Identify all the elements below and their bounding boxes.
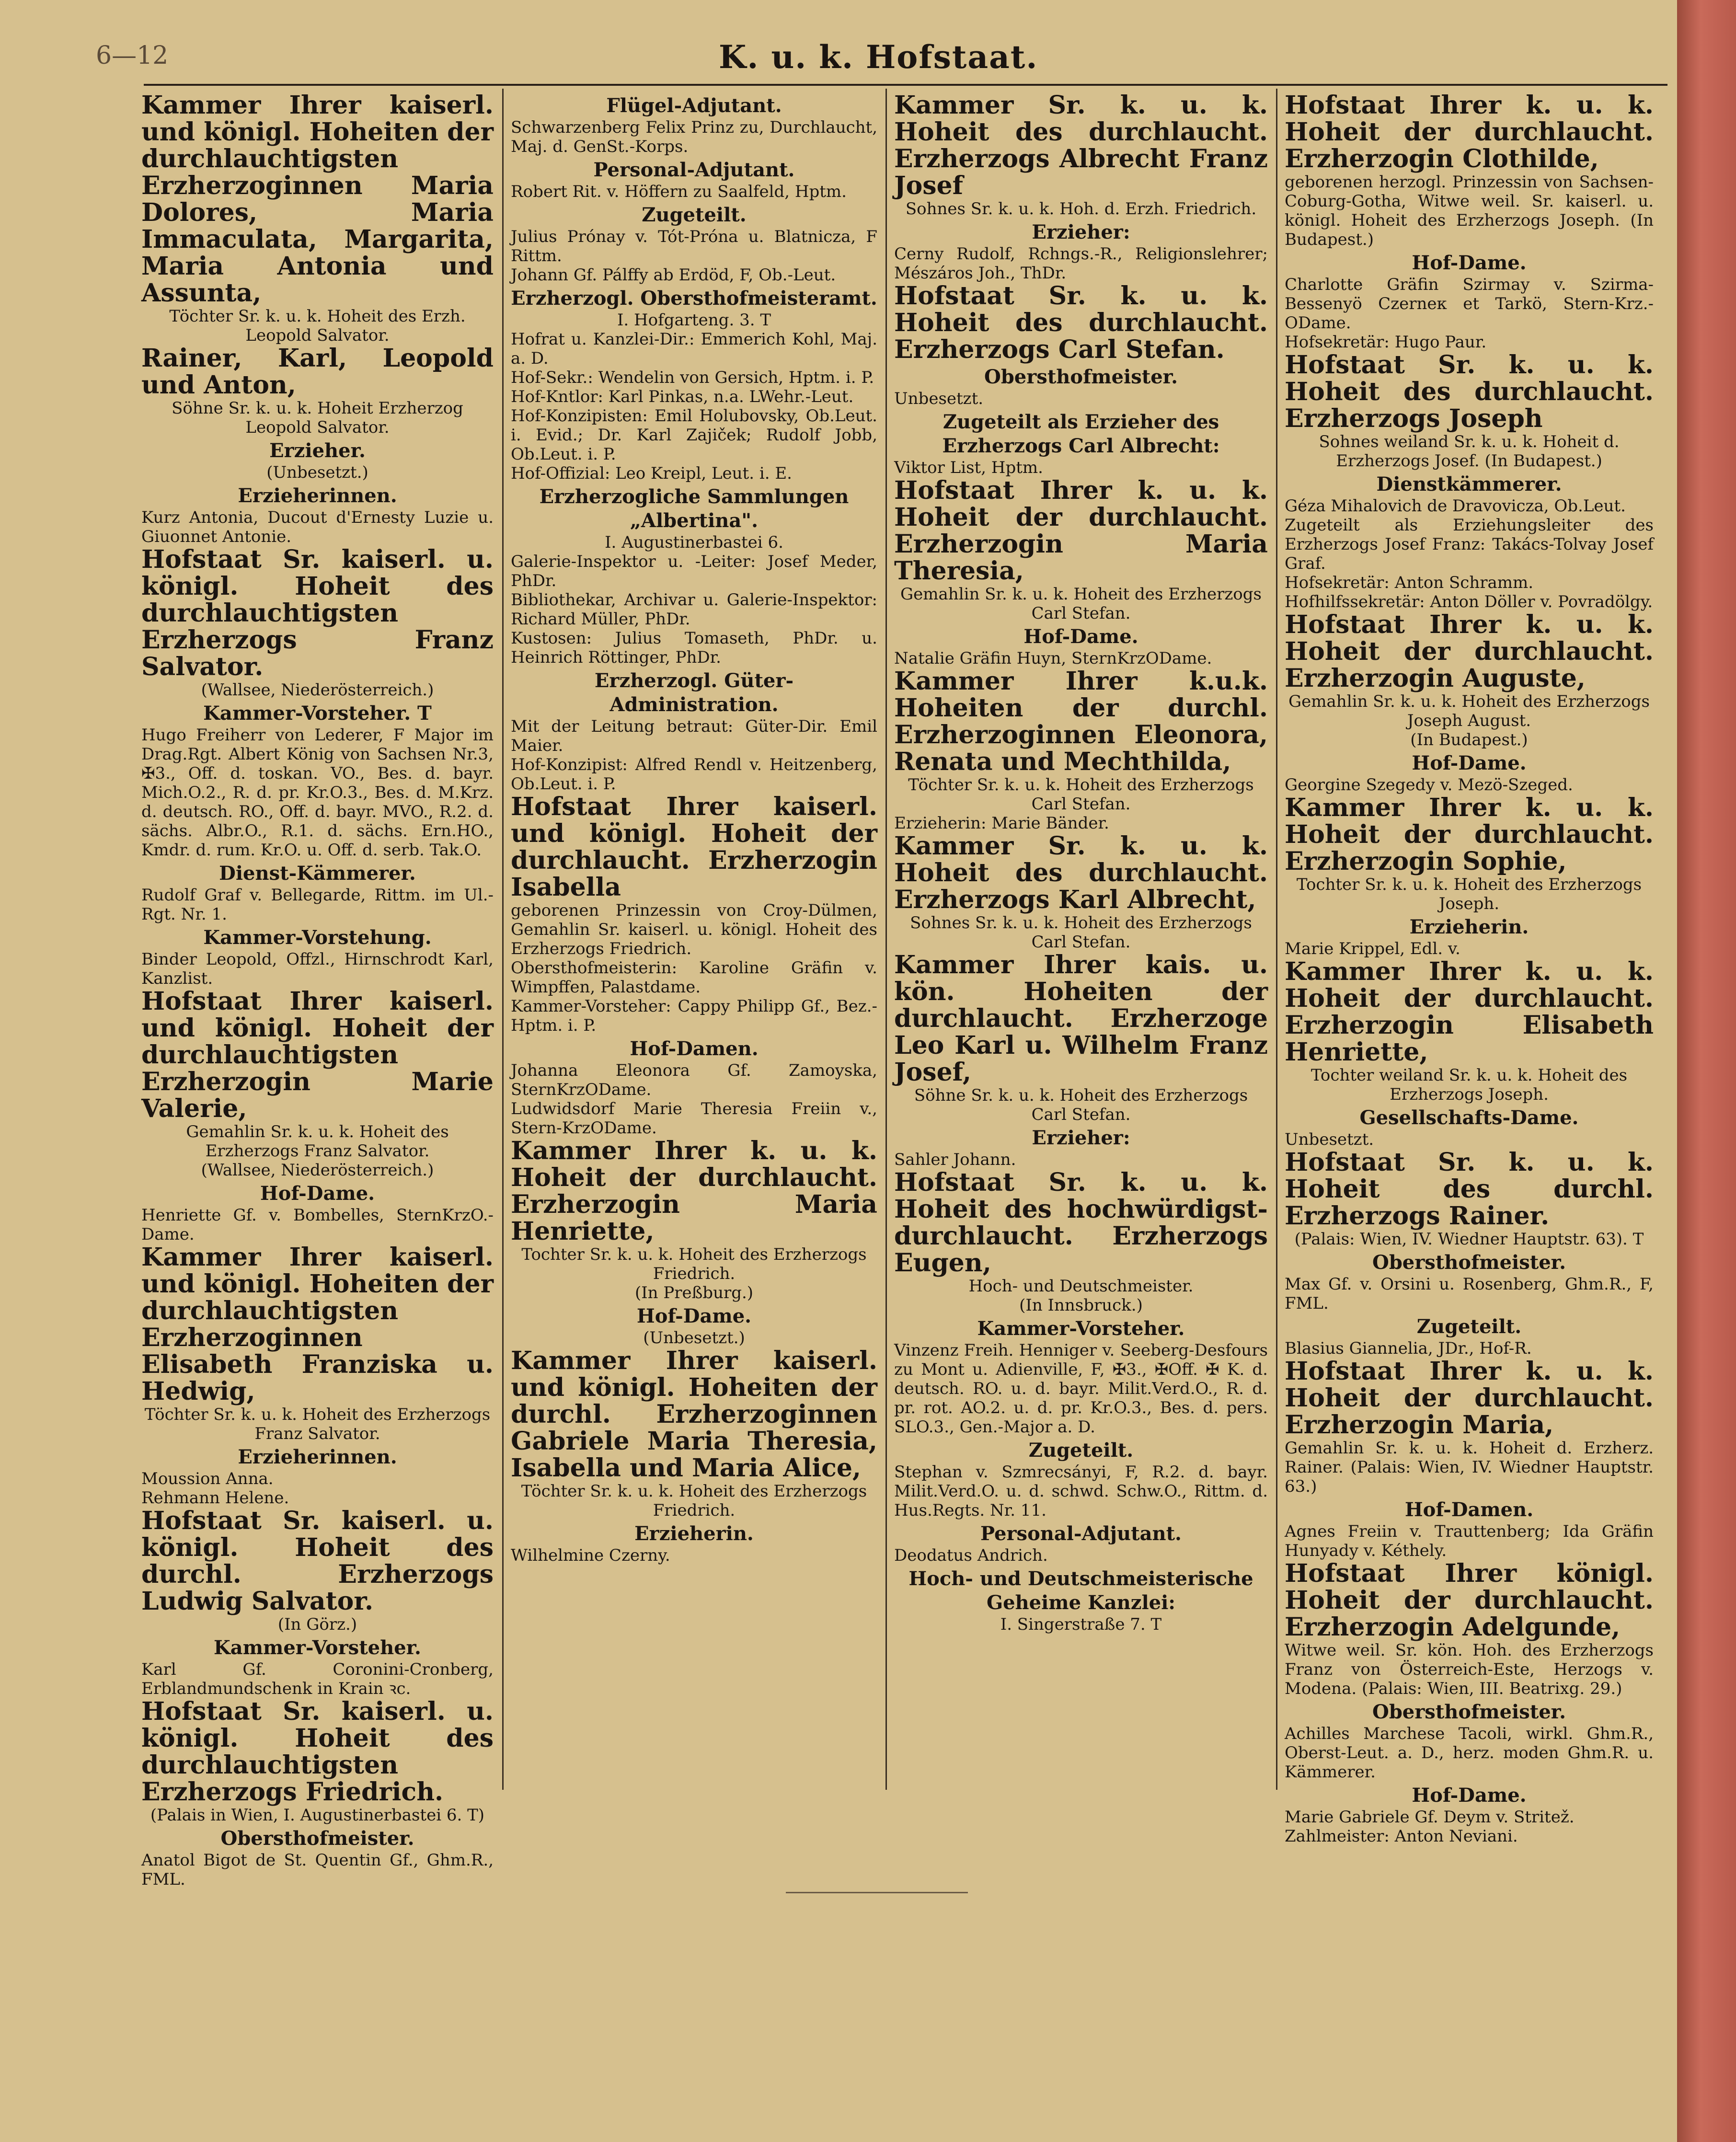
entry-subheading: Erzieherinnen. (238, 484, 397, 507)
entry-subheading: Obersthofmeister. (220, 1827, 414, 1850)
entry-text: Witwe weil. Sr. kön. Hoh. des Erzherzogs Franz von Österreich-Este, Herzogs v. Modena. (Palais: Wien, III. Beatrixg. 29.) (1285, 1641, 1654, 1698)
entry-text: Agnes Freiin v. Trauttenberg; Ida Gräfin Hunyady v. Kéthely. (1285, 1522, 1654, 1560)
entry-text: Sahler Johann. (894, 1150, 1016, 1169)
entry-text: Unbesetzt. (894, 389, 984, 408)
entry-subheading: Hof-Dame. (1023, 625, 1138, 648)
entry-text: Stephan v. Szmrecsányi, F, R.2. d. bayr. Milit.Verd.O. u. d. schwd. Schw.O., Rittm. d. Hus.Regts. Nr. 11. (894, 1463, 1268, 1520)
entry-text: Rudolf Graf v. Bellegarde, Rittm. im Ul.-Rgt. Nr. 1. (141, 886, 494, 924)
entry-heading: Hofstaat Sr. k. u. k. Hoheit des durchlaucht. Erzherzogs Joseph (1285, 350, 1654, 433)
entry-text: Marie Gabriele Gf. Deym v. Stritež. (1285, 1808, 1575, 1827)
entry-text: Hof-Offizial: Leo Kreipl, Leut. i. E. (511, 464, 792, 483)
header-rule (144, 84, 1667, 86)
entry-text: Hof-Konzipist: Alfred Rendl v. Heitzenberg, Ob.Leut. i. P. (511, 755, 877, 794)
entry-heading: Hofstaat Sr. kaiserl. u. königl. Hoheit des durchlauchtigsten Erzherzogs Friedrich. (141, 1697, 494, 1807)
column-2 (506, 92, 882, 1808)
entry-text: Gemahlin Sr. k. u. k. Hoheit des Erzherzogs Franz Salvator. (186, 1122, 449, 1161)
column-divider (885, 89, 887, 1790)
entry-text: Gemahlin Sr. k. u. k. Hoheit d. Erzherz. Rainer. (Palais: Wien, IV. Wiedner Hauptstr. 63.) (1285, 1439, 1654, 1496)
entry-text: Tochter Sr. k. u. k. Hoheit des Erzherzogs Friedrich. (521, 1245, 867, 1283)
entry-subheading: Erzieherinnen. (238, 1446, 397, 1468)
entry-subheading: Hof-Dame. (260, 1182, 375, 1205)
entry-text: Viktor List, Hptm. (894, 458, 1043, 477)
entry-text: (Palais in Wien, I. Augustinerbastei 6. T) (150, 1806, 485, 1825)
entry-heading: Kammer Ihrer kaiserl. und königl. Hoheiten der durchl. Erzherzoginnen Gabriele Maria Theresia, Isabella und Maria Alice, (511, 1346, 877, 1483)
entry-text: Kustosen: Julius Tomaseth, PhDr. u. Heinrich Röttinger, PhDr. (511, 629, 877, 667)
entry-text: Max Gf. v. Orsini u. Rosenberg, Ghm.R., F, FML. (1285, 1275, 1654, 1313)
entry-text: Töchter Sr. k. u. k. Hoheit des Erzherzogs Friedrich. (521, 1482, 867, 1520)
entry-text: Hofrat u. Kanzlei-Dir.: Emmerich Kohl, Maj. a. D. (511, 330, 877, 368)
entry-text: Hofsekretär: Anton Schramm. (1285, 573, 1534, 592)
entry-text: Hofsekretär: Hugo Paur. (1285, 333, 1487, 352)
entry-subheading: Zugeteilt als Erzieher des Erzherzogs Carl Albrecht: (942, 411, 1220, 457)
entry-heading: Kammer Ihrer k. u. k. Hoheit der durchlaucht. Erzherzogin Elisabeth Henriette, (1285, 957, 1654, 1067)
entry-text: (In Budapest.) (1410, 730, 1528, 749)
entry-text: Töchter Sr. k. u. k. Hoheit des Erzherzogs Carl Stefan. (908, 775, 1254, 814)
entry-text: Tochter Sr. k. u. k. Hoheit des Erzherzogs Joseph. (1296, 875, 1642, 913)
entry-text: Erzieherin: Marie Bänder. (894, 814, 1109, 833)
entry-text: (In Preßburg.) (634, 1283, 754, 1302)
entry-subheading: Hof-Dame. (1412, 1784, 1527, 1807)
entry-text: (Wallsee, Niederösterreich.) (201, 680, 434, 700)
entry-subheading: Erzieher. (269, 439, 366, 462)
page-number: 6—12 (96, 41, 169, 70)
entry-subheading: Personal-Adjutant. (980, 1522, 1182, 1545)
entry-subheading: Personal-Adjutant. (593, 159, 795, 181)
entry-heading: Kammer Ihrer k. u. k. Hoheit der durchlaucht. Erzherzogin Maria Henriette, (511, 1136, 877, 1246)
column-divider (502, 89, 504, 1790)
entry-subheading: Hof-Dame. (1412, 752, 1527, 774)
entry-heading: Hofstaat Ihrer k. u. k. Hoheit der durchlaucht. Erzherzogin Maria Theresia, (894, 476, 1268, 586)
entry-subheading: Kammer-Vorsteher. (214, 1636, 421, 1659)
entry-subheading: Zugeteilt. (642, 204, 747, 226)
entry-text: Hofhilfssekretär: Anton Döller v. Povradölgy. (1285, 592, 1653, 611)
entry-text: Wilhelmine Czerny. (511, 1546, 670, 1565)
entry-text: Hof-Konzipisten: Emil Holubovsky, Ob.Leut. i. Evid.; Dr. Karl Zajiček; Rudolf Jobb, Ob.Leut. i. P. (511, 406, 877, 464)
entry-subheading: Hof-Dame. (636, 1305, 752, 1327)
entry-text: Georgine Szegedy v. Mezö-Szeged. (1285, 775, 1573, 795)
entry-heading: Hofstaat Sr. kaiserl. u. königl. Hoheit des durchlauchtigsten Erzherzogs Franz Salvator. (141, 545, 494, 681)
entry-text: Moussion Anna. (141, 1469, 274, 1488)
entry-text: Johann Gf. Pálffy ab Erdöd, F, Ob.-Leut. (511, 265, 836, 285)
entry-heading: Hofstaat Ihrer k. u. k. Hoheit der durchlaucht. Erzherzogin Auguste, (1285, 610, 1654, 693)
column-1 (137, 91, 498, 1889)
entry-text: (Wallsee, Niederösterreich.) (201, 1161, 434, 1180)
entry-text: Géza Mihalovich de Dravovicza, Ob.Leut. (1285, 496, 1626, 516)
entry-text: Söhne Sr. k. u. k. Hoheit Erzherzog Leopold Salvator. (172, 399, 463, 437)
entry-subheading: Zugeteilt. (1028, 1439, 1134, 1462)
entry-subheading: Obersthofmeister. (1372, 1251, 1566, 1274)
entry-subheading: Erzieherin. (634, 1522, 754, 1545)
entry-text: Natalie Gräfin Huyn, SternKrzODame. (894, 649, 1212, 668)
entry-subheading: Flügel-Adjutant. (606, 94, 782, 117)
entry-subheading: Kammer-Vorsteher. T (203, 702, 432, 725)
entry-text: Zugeteilt als Erziehungsleiter des Erzherzogs Josef Franz: Takács-Tolvay Josef Graf. (1285, 516, 1654, 573)
entry-subheading: Erzieher: (1032, 221, 1130, 243)
column-3 (889, 92, 1273, 1808)
entry-text: Unbesetzt. (1285, 1130, 1374, 1149)
entry-subheading: Dienst-Kämmerer. (219, 862, 416, 885)
entry-text: Sohnes Sr. k. u. k. Hoheit des Erzherzogs Carl Stefan. (910, 913, 1252, 952)
entry-text: Anatol Bigot de St. Quentin Gf., Ghm.R., FML. (141, 1851, 494, 1889)
entry-text: (In Innsbruck.) (1019, 1296, 1143, 1315)
entry-text: Cerny Rudolf, Rchngs.-R., Religionslehrer; Mészáros Joh., ThDr. (894, 244, 1268, 283)
entry-text: Deodatus Andrich. (894, 1546, 1048, 1565)
entry-heading: Hofstaat Sr. k. u. k. Hoheit des durchl. Erzherzogs Rainer. (1285, 1148, 1654, 1231)
entry-subheading: Gesellschafts-Dame. (1359, 1106, 1579, 1129)
running-title: K. u. k. Hofstaat. (719, 38, 1038, 76)
entry-heading: Hofstaat Ihrer k. u. k. Hoheit der durchlaucht. Erzherzogin Maria, (1285, 1357, 1654, 1440)
entry-text: (Unbesetzt.) (643, 1328, 745, 1347)
entry-text: Bibliothekar, Archivar u. Galerie-Inspektor: Richard Müller, PhDr. (511, 590, 877, 629)
entry-text: Kurz Antonia, Ducout d'Ernesty Luzie u. Giuonnet Antonie. (141, 508, 494, 546)
entry-text: Zahlmeister: Anton Neviani. (1285, 1827, 1518, 1846)
entry-heading: Hofstaat Ihrer kaiserl. und königl. Hoheit der durchlaucht. Erzherzogin Isabella (511, 792, 877, 902)
entry-text: Blasius Giannelia, JDr., Hof-R. (1285, 1339, 1532, 1358)
entry-subheading: Erzherzogl. Güter-Administration. (594, 669, 794, 716)
entry-text: Julius Prónay v. Tót-Próna u. Blatnicza, F Rittm. (511, 227, 877, 265)
page-edge (1677, 0, 1736, 2142)
entry-text: (Unbesetzt.) (266, 463, 368, 482)
entry-subheading: Kammer-Vorsteher. (977, 1317, 1185, 1340)
entry-text: Hugo Freiherr von Lederer, F Major im Drag.Rgt. Albert König von Sachsen Nr.3, ✠3., Off. d. toskan. VO., Bes. d. bayr. Mich.O.2., R. d. pr. Kr.O.3., Bes. d. M.Krz. d. deutsch. RO., Off. d. bayr. MVO., R.2. d. sächs. Albr.O., R.1. d. sächs. Ern.HO., Kmdr. d. rum. Kr.O. u. Off. d. serb. Tak.O. (141, 726, 494, 860)
entry-text: Hoch- und Deutschmeister. (968, 1277, 1194, 1296)
entry-heading: Hofstaat Ihrer königl. Hoheit der durchlaucht. Erzherzogin Adelgunde, (1285, 1559, 1654, 1642)
entry-text: (Palais: Wien, IV. Wiedner Hauptstr. 63). T (1294, 1230, 1644, 1249)
entry-heading: Kammer Ihrer kais. u. kön. Hoheiten der durchlaucht. Erzherzoge Leo Karl u. Wilhelm Franz Josef, (894, 950, 1268, 1087)
entry-text: Henriette Gf. v. Bombelles, SternKrzO.-Dame. (141, 1206, 494, 1244)
entry-text: Marie Krippel, Edl. v. (1285, 939, 1460, 958)
entry-heading: Hofstaat Sr. k. u. k. Hoheit des hochwürdigst-durchlaucht. Erzherzogs Eugen, (894, 1168, 1268, 1278)
entry-text: Rehmann Helene. (141, 1488, 289, 1508)
entry-subheading: Zugeteilt. (1416, 1315, 1522, 1338)
entry-subheading: Hof-Damen. (1404, 1498, 1534, 1521)
entry-text: Sohnes weiland Sr. k. u. k. Hoheit d. Erzherzogs Josef. (In Budapest.) (1319, 432, 1620, 471)
entry-text: Ludwidsdorf Marie Theresia Freiin v., Stern-KrzODame. (511, 1099, 877, 1138)
entry-text: geborenen herzogl. Prinzessin von Sachsen-Coburg-Gotha, Witwe weil. Sr. kaiserl. u. königl. Hoheit des Erzherzogs Joseph. (In Budapest.) (1285, 173, 1654, 249)
column-divider (1276, 89, 1277, 1790)
entry-heading: Hofstaat Ihrer k. u. k. Hoheit der durchlaucht. Erzherzogin Clothilde, (1285, 91, 1654, 173)
entry-subheading: Erzherzogl. Obersthofmeisteramt. (511, 287, 877, 310)
entry-subheading: Hof-Damen. (630, 1037, 759, 1060)
entry-text: Achilles Marchese Tacoli, wirkl. Ghm.R., Oberst-Leut. a. D., herz. moden Ghm.R. u. Kämmerer. (1285, 1724, 1654, 1782)
entry-text: geborenen Prinzessin von Croy-Dülmen, Gemahlin Sr. kaiserl. u. königl. Hoheit des Erzherzogs Friedrich. (511, 901, 877, 958)
end-rule (786, 1892, 968, 1893)
entry-text: Gemahlin Sr. k. u. k. Hoheit des Erzherzogs Joseph August. (1288, 692, 1650, 730)
entry-subheading: Kammer-Vorstehung. (203, 926, 432, 949)
entry-subheading: Erzieherin. (1409, 916, 1529, 938)
entry-heading: Kammer Sr. k. u. k. Hoheit des durchlaucht. Erzherzogs Albrecht Franz Josef (894, 91, 1268, 200)
entry-text: Karl Gf. Coronini-Cronberg, Erblandmundschenk in Krain ꝛc. (141, 1660, 494, 1698)
entry-text: Söhne Sr. k. u. k. Hoheit des Erzherzogs Carl Stefan. (914, 1086, 1248, 1124)
entry-subheading: Erzherzogliche Sammlungen „Albertina". (539, 485, 849, 532)
entry-heading: Kammer Ihrer k. u. k. Hoheit der durchlaucht. Erzherzogin Sophie, (1285, 793, 1654, 876)
entry-subheading: Hoch- und Deutschmeisterische Geheime Kanzlei: (908, 1567, 1253, 1614)
entry-text: Galerie-Inspektor u. -Leiter: Josef Meder, PhDr. (511, 552, 877, 590)
entry-text: I. Hofgarteng. 3. T (617, 311, 771, 330)
entry-text: Gemahlin Sr. k. u. k. Hoheit des Erzherzogs Carl Stefan. (900, 585, 1262, 623)
entry-text: Kammer-Vorsteher: Cappy Philipp Gf., Bez.-Hptm. i. P. (511, 997, 877, 1035)
entry-text: Robert Rit. v. Höffern zu Saalfeld, Hptm. (511, 182, 847, 201)
entry-text: Töchter Sr. k. u. k. Hoheit des Erzherzogs Franz Salvator. (144, 1405, 491, 1443)
entry-text: Hof-Kntlor: Karl Pinkas, n.a. LWehr.-Leut. (511, 387, 854, 406)
entry-text: (In Görz.) (277, 1615, 357, 1634)
entry-heading: Hofstaat Sr. k. u. k. Hoheit des durchlaucht. Erzherzogs Carl Stefan. (894, 281, 1268, 364)
entry-text: Töchter Sr. k. u. k. Hoheit des Erzh. Leopold Salvator. (169, 307, 466, 345)
entry-heading: Kammer Ihrer kaiserl. und königl. Hoheiten der durchlauchtigsten Erzherzoginnen Maria Dolores, Maria Immaculata, Margarita, Maria Antonia und Assunta, (141, 91, 494, 308)
entry-heading: Kammer Ihrer kaiserl. und königl. Hoheiten der durchlauchtigsten Erzherzoginnen Elisabeth Franziska u. Hedwig, (141, 1243, 494, 1406)
entry-heading: Kammer Sr. k. u. k. Hoheit des durchlaucht. Erzherzogs Karl Albrecht, (894, 831, 1268, 914)
entry-text: Hof-Sekr.: Wendelin von Gersich, Hptm. i. P. (511, 368, 874, 387)
entry-text: Obersthofmeisterin: Karoline Gräfin v. Wimpffen, Palastdame. (511, 958, 877, 997)
column-4 (1280, 91, 1658, 1846)
entry-subheading: Dienstkämmerer. (1376, 473, 1562, 495)
entry-text: Charlotte Gräfin Szirmay v. Szirma-Bessenyö Czerneк et Tarkö, Stern-Krz.-ODame. (1285, 275, 1654, 333)
entry-text: I. Singerstraße 7. T (1000, 1615, 1162, 1634)
entry-text: Tochter weiland Sr. k. u. k. Hoheit des Erzherzogs Joseph. (1311, 1066, 1628, 1104)
entry-text: Schwarzenberg Felix Prinz zu, Durchlaucht, Maj. d. GenSt.-Korps. (511, 118, 877, 156)
entry-text: Vinzenz Freih. Henniger v. Seeberg-Desfours zu Mont u. Adienville, F, ✠3., ✠Off. ✠ K. d. deutsch. RO. u. d. bayr. Milit.Verd.O., R. d. pr. rot. AO.2. u. d. pr. Kr.O.3., Bes. d. pers. SLO.3., Gen.-Major a. D. (894, 1341, 1268, 1437)
entry-text: Mit der Leitung betraut: Güter-Dir. Emil Maier. (511, 717, 877, 755)
entry-heading: Hofstaat Ihrer kaiserl. und königl. Hoheit der durchlauchtigsten Erzherzogin Marie Valerie, (141, 987, 494, 1123)
entry-subheading: Hof-Dame. (1412, 252, 1527, 274)
entry-subheading: Erzieher: (1032, 1127, 1130, 1149)
entry-heading: Kammer Ihrer k.u.k. Hoheiten der durchl. Erzherzoginnen Eleonora, Renata und Mechthilda, (894, 667, 1268, 776)
entry-subheading: Obersthofmeister. (1372, 1701, 1566, 1723)
entry-text: I. Augustinerbastei 6. (605, 533, 783, 552)
entry-text: Johanna Eleonora Gf. Zamoyska, SternKrzODame. (511, 1061, 877, 1099)
entry-text: Sohnes Sr. k. u. k. Hoh. d. Erzh. Friedrich. (905, 199, 1257, 219)
entry-heading: Rainer, Karl, Leopold und Anton, (141, 344, 494, 400)
entry-heading: Hofstaat Sr. kaiserl. u. königl. Hoheit des durchl. Erzherzogs Ludwig Salvator. (141, 1506, 494, 1616)
entry-subheading: Obersthofmeister. (984, 366, 1178, 388)
entry-text: Binder Leopold, Offzl., Hirnschrodt Karl, Kanzlist. (141, 950, 494, 988)
